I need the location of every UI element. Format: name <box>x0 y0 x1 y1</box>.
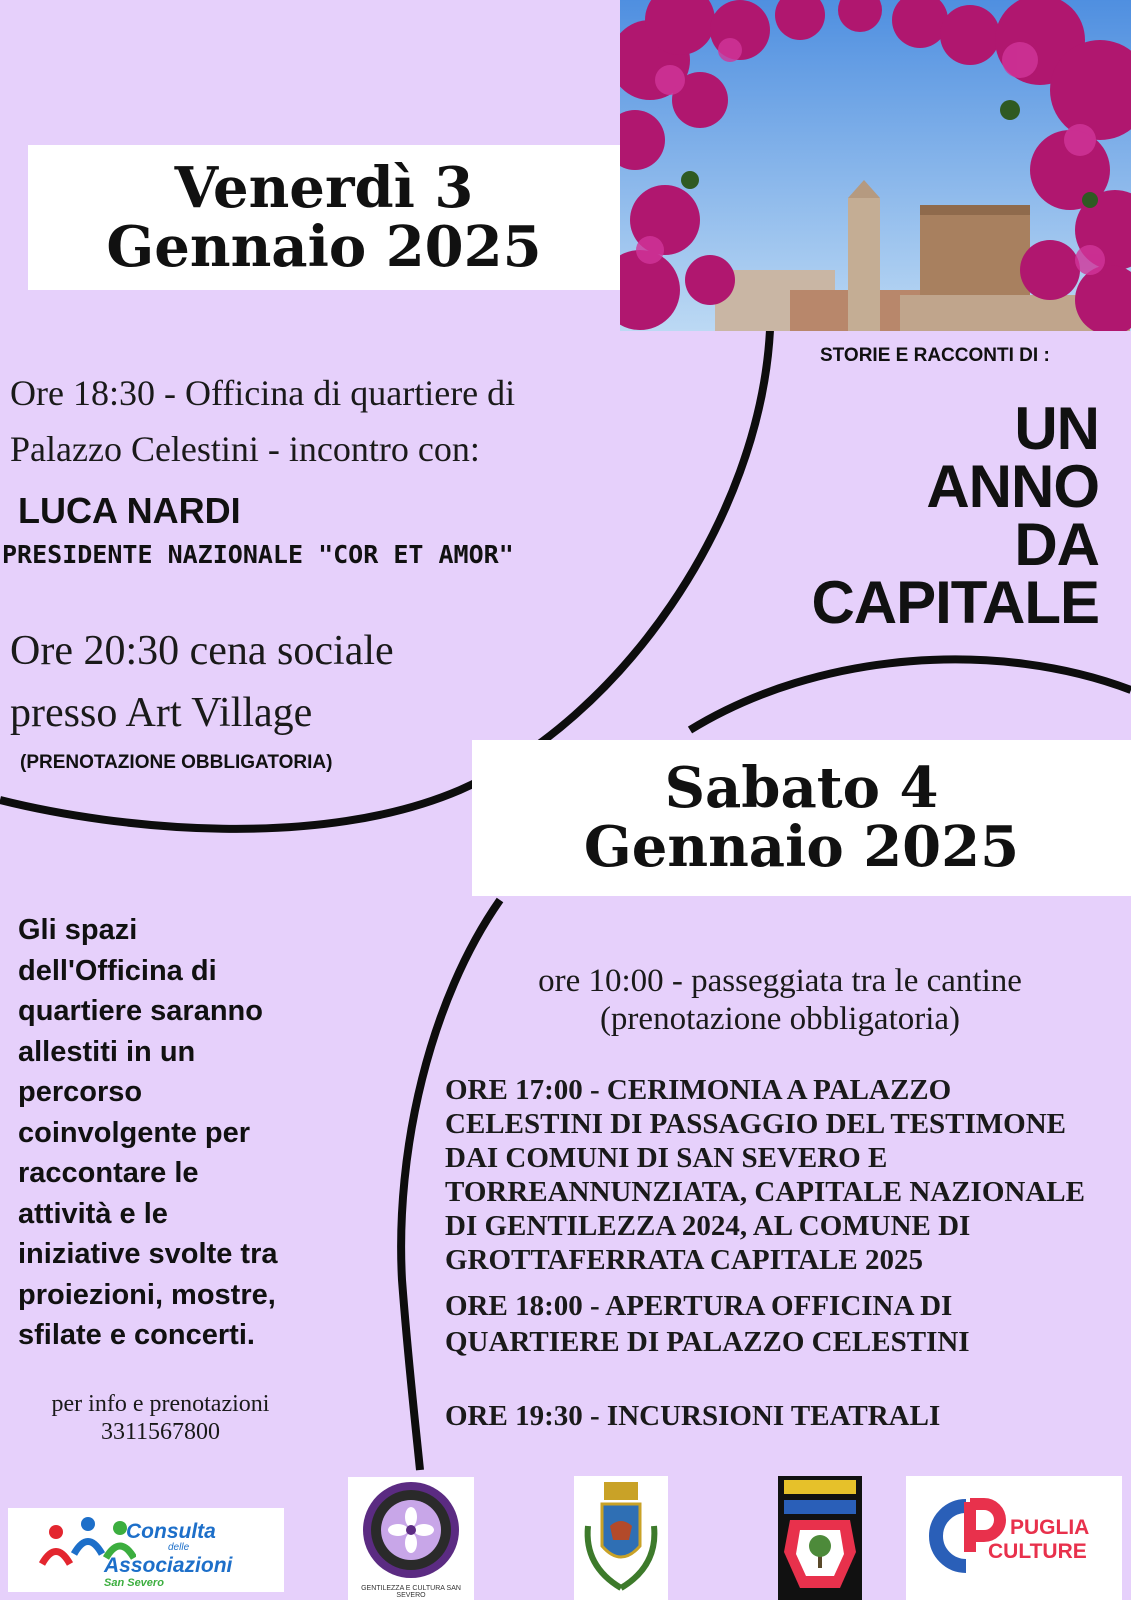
headline-kicker: STORIE E RACCONTI DI : <box>820 345 1050 366</box>
description-line: quartiere saranno <box>18 995 263 1027</box>
day2-event2 <box>445 1073 1085 1277</box>
description-line: percorso <box>18 1076 143 1108</box>
consulta-line4: San Severo <box>104 1577 164 1589</box>
day2-event3-line: QUARTIERE DI PALAZZO CELESTINI <box>445 1326 970 1358</box>
headline-line2: ANNO <box>926 453 1099 520</box>
day1-date-box <box>28 145 620 290</box>
gentilezza-emblem-icon <box>360 1479 462 1581</box>
day1-date-line2: Gennaio 2025 <box>106 213 542 280</box>
day2-event2-line: DI GENTILEZZA 2024, AL COMUNE DI <box>445 1210 971 1242</box>
town-photo <box>620 0 1131 331</box>
day2-event2-line: GROTTAFERRATA CAPITALE 2025 <box>445 1244 924 1276</box>
description-line: coinvolgente per <box>18 1116 251 1149</box>
comune-crest-logo <box>574 1476 668 1600</box>
day2-event4: ORE 19:30 - INCURSIONI TEATRALI <box>445 1400 941 1432</box>
description-line: raccontare le <box>18 1157 199 1189</box>
headline-title <box>811 395 1099 636</box>
day2-date-line2: Gennaio 2025 <box>583 814 1020 880</box>
day2-event2-line: DAI COMUNI DI SAN SEVERO E <box>445 1142 888 1174</box>
guest-name: LUCA NARDI <box>18 490 241 531</box>
gentilezza-caption: GENTILEZZA E CULTURA SAN SEVERO <box>361 1585 461 1599</box>
headline-line3: DA <box>1014 511 1099 578</box>
curve-right <box>690 659 1131 730</box>
day1-event2-note: (PRENOTAZIONE OBBLIGATORIA) <box>20 752 333 773</box>
day1-event1 <box>10 365 515 477</box>
day2-event2-line: ORE 17:00 - CERIMONIA A PALAZZO <box>445 1074 952 1106</box>
day1-event1-line1: Ore 18:30 - Officina di quartiere di <box>10 373 516 413</box>
day2-event1 <box>470 962 1090 1038</box>
day2-event1-line2: (prenotazione obbligatoria) <box>599 1001 961 1037</box>
day2-event3-line: ORE 18:00 - APERTURA OFFICINA DI <box>445 1290 953 1322</box>
puglia-culture-line1: PUGLIA <box>1010 1516 1090 1539</box>
guest-role: PRESIDENTE NAZIONALE "COR ET AMOR" <box>2 540 514 569</box>
day1-event1-line2: Palazzo Celestini - incontro con: <box>10 429 480 469</box>
headline-line4: CAPITALE <box>811 569 1099 636</box>
description-line: allestiti in un <box>18 1035 196 1068</box>
crest-icon <box>574 1476 668 1600</box>
description-line: dell'Officina di <box>18 954 217 987</box>
puglia-culture-line2: CULTURE <box>988 1540 1087 1563</box>
consulta-line2: delle <box>168 1542 190 1553</box>
day2-event2-line: CELESTINI DI PASSAGGIO DEL TESTIMONE <box>445 1108 1067 1140</box>
consulta-line1: Consulta <box>126 1520 216 1543</box>
description-line: iniziative svolte tra <box>18 1238 278 1270</box>
gentilezza-logo <box>348 1477 474 1600</box>
contact-phone[interactable]: 3311567800 <box>100 1419 221 1445</box>
description <box>18 910 278 1356</box>
description-line: Gli spazi <box>18 914 138 946</box>
day2-event3 <box>445 1288 970 1360</box>
day1-event2 <box>10 620 394 744</box>
puglia-region-logo <box>778 1476 862 1600</box>
contact-label: per info e prenotazioni <box>51 1391 270 1417</box>
consulta-line3: Associazioni <box>104 1554 233 1577</box>
description-line: attività e le <box>18 1197 168 1230</box>
headline-line1: UN <box>1014 395 1099 462</box>
description-line: sfilate e concerti. <box>18 1319 255 1351</box>
day2-event1-line1: ore 10:00 - passeggiata tra le cantine <box>538 963 1022 999</box>
day2-date-line1: Sabato 4 <box>664 755 939 822</box>
puglia-culture-mark-icon <box>926 1496 1006 1576</box>
contact <box>18 1390 303 1446</box>
region-crest-icon <box>778 1476 862 1600</box>
day1-date-line1: Venerdì 3 <box>174 154 474 221</box>
description-line: proiezioni, mostre, <box>18 1278 276 1311</box>
day2-date-box <box>472 740 1131 896</box>
consulta-logo <box>8 1508 284 1592</box>
day1-event2-line2: presso Art Village <box>10 690 313 736</box>
puglia-culture-logo <box>906 1476 1122 1600</box>
day2-event2-line: TORREANNUNZIATA, CAPITALE NAZIONALE <box>445 1176 1085 1208</box>
day1-event2-line1: Ore 20:30 cena sociale <box>10 628 394 674</box>
